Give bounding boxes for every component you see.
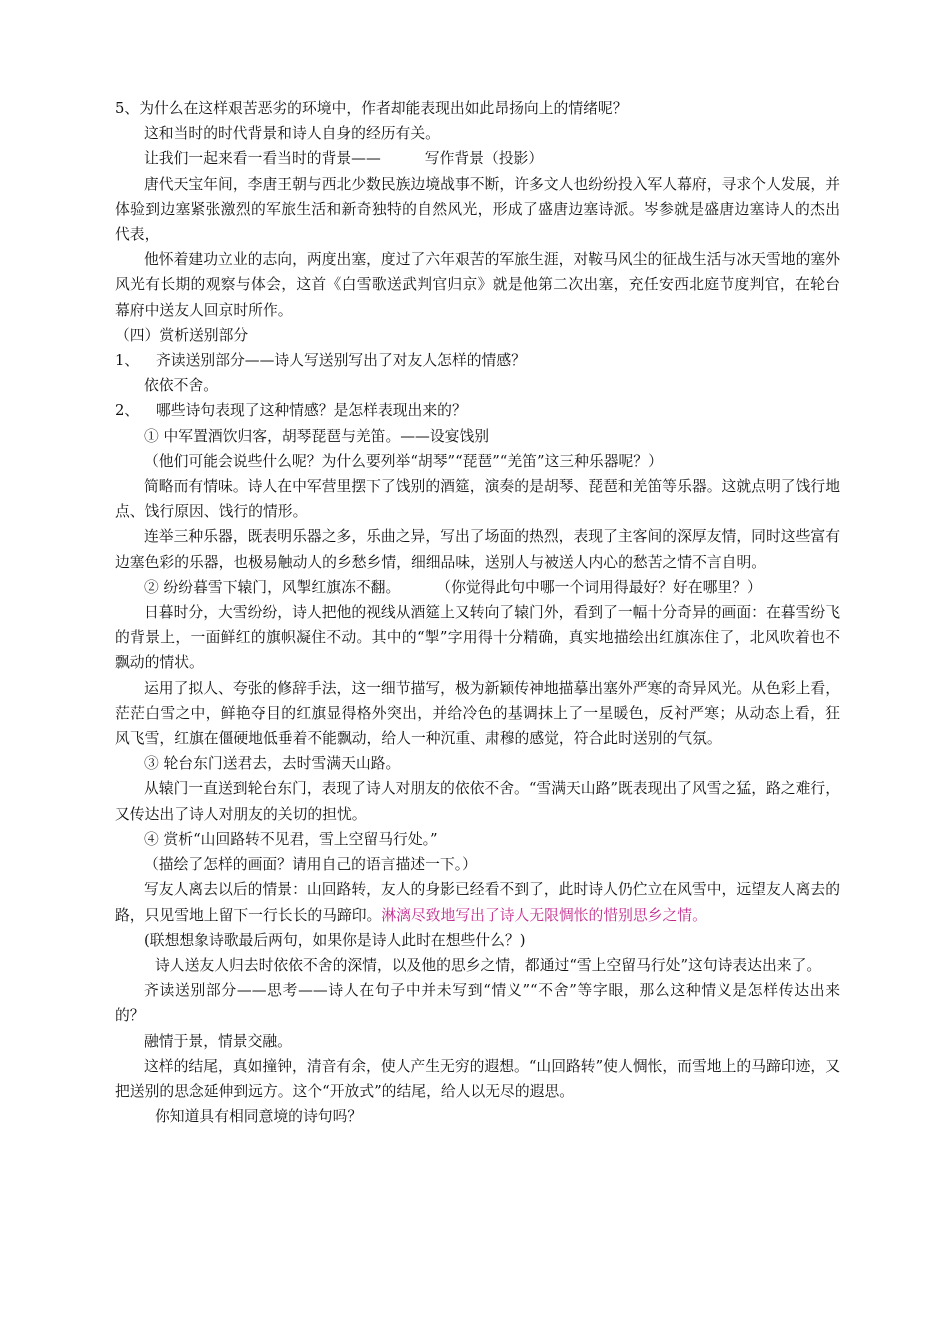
verse-2-question: （你觉得此句中哪一个词用得最好？好在哪里？） — [436, 578, 762, 596]
last-question: 你知道具有相同意境的诗句吗？ — [155, 1108, 363, 1126]
section-heading: （四）赏析送别部分 — [115, 326, 249, 344]
read-question: 齐读送别部分——思考——诗人在句子中并未写到“情义”“不舍”等字眼，那么这种情义是怎样传达出来的？ — [115, 982, 840, 1025]
imagine-answer: 诗人送友人归去时依依不舍的深情，以及他的思乡之情，都通过“雪上空留马行处”这句诗表达出来了。 — [155, 956, 822, 974]
question-5: 5、为什么在这样艰苦恶劣的环境中，作者却能表现出如此昂扬向上的情绪呢？ — [115, 100, 628, 117]
background-label: 写作背景（投影） — [424, 150, 544, 168]
background-intro-text: 让我们一起来看一看当时的背景—— — [144, 150, 381, 168]
verse-3-analysis: 从辕门一直送到轮台东门，表现了诗人对朋友的依依不舍。“雪满天山路”既表现出了风雪之猛，路之难行，又传达出了诗人对朋友的关切的担忧。 — [115, 780, 840, 823]
verse-2-analysis-1: 日暮时分，大雪纷纷，诗人把他的视线从酒筵上又转向了辕门外，看到了一幅十分奇异的画面：在暮雪纷飞的背景上，一面鲜红的旗帜凝住不动。其中的“掣”字用得十分精确，真实地描绘出红旗冻住了，北风吹着也不飘动的情状。 — [115, 604, 840, 672]
background-paragraph-1: 唐代天宝年间，李唐王朝与西北少数民族边境战事不断，许多文人也纷纷投入军人幕府，寻求个人发展，并体验到边塞紧张激烈的军旅生活和新奇独特的自然风光，形成了盛唐边塞诗派。岑参就是盛唐边塞诗人的杰出代表， — [115, 175, 840, 244]
verse-4: ④ 赏析“山回路转不见君，雪上空留马行处。” — [144, 830, 438, 848]
verse-4-question: （描绘了怎样的画面？请用自己的语言描述一下。） — [144, 856, 477, 874]
question-1-number: 1、 — [115, 352, 140, 370]
question-2 — [115, 398, 840, 423]
document-page — [115, 96, 840, 1129]
question-2-number: 2、 — [115, 402, 140, 420]
answer-5: 这和当时的时代背景和诗人自身的经历有关。 — [144, 125, 440, 143]
question-1-text: 齐读送别部分——诗人写送别写出了对友人怎样的情感？ — [156, 352, 526, 370]
read-answer: 融情于景，情景交融。 — [144, 1032, 292, 1050]
question-2-text: 哪些诗句表现了这种情感？是怎样表现出来的？ — [156, 402, 467, 420]
background-paragraph-2: 他怀着建功立业的志向，两度出塞，度过了六年艰苦的军旅生涯，对鞍马风尘的征战生活与冰天雪地的塞外风光有长期的观察与体会，这首《白雪歌送武判官归京》就是他第二次出塞，充任安西北庭节度判官，在轮台幕府中送友人回京时所作。 — [115, 251, 840, 319]
verse-1-analysis-1: 简略而有情味。诗人在中军营里摆下了饯别的酒筵，演奏的是胡琴、琵琶和羌笛等乐器。这就点明了饯行地点、饯行原因、饯行的情形。 — [115, 478, 840, 521]
verse-4-analysis — [115, 877, 840, 927]
verse-4-highlight: 淋漓尽致地写出了诗人无限惆怅的惜别思乡之情。 — [381, 906, 707, 924]
answer-1: 依依不舍。 — [144, 377, 218, 395]
verse-2-analysis-2: 运用了拟人、夸张的修辞手法，这一细节描写，极为新颖传神地描摹出塞外严寒的奇异风光。从色彩上看，茫茫白雪之中，鲜艳夺目的红旗显得格外突出，并给冷色的基调抹上了一星暖色，反衬严寒；从动态上看，狂风飞雪，红旗在僵硬地低垂着不能飘动，给人一种沉重、肃穆的感觉，符合此时送别的气氛。 — [115, 679, 840, 748]
verse-3: ③ 轮台东门送君去，去时雪满天山路。 — [144, 755, 401, 773]
background-intro — [115, 146, 840, 171]
imagine-question: (联想想象诗歌最后两句，如果你是诗人此时在想些什么？) — [144, 931, 526, 949]
ending-analysis: 这样的结尾，真如撞钟，清音有余，使人产生无穷的遐想。“山回路转”使人惆怅，而雪地上的马蹄印迹，又把送别的思念延伸到远方。这个“开放式”的结尾，给人以无尽的遐思。 — [115, 1057, 840, 1100]
verse-2 — [115, 575, 840, 600]
verse-1-analysis-2: 连举三种乐器，既表明乐器之多，乐曲之异，写出了场面的热烈，表现了主客间的深厚友情，同时这些富有边塞色彩的乐器，也极易触动人的乡愁乡情，细细品味，送别人与被送人内心的愁苦之情不言自明。 — [115, 528, 840, 571]
question-1 — [115, 348, 840, 373]
verse-1-question: （他们可能会说些什么呢？为什么要列举“胡琴”“琵琶”“羌笛”这三种乐器呢？） — [144, 452, 663, 470]
verse-4-analysis-text: 写友人离去以后的情景：山回路转，友人的身影已经看不到了，此时诗人仍伫立在风雪中，远望友人离去的路，只见雪地上留下一行长长的马蹄印。 — [115, 881, 840, 924]
verse-1: ① 中军置酒饮归客，胡琴琵琶与羌笛。——设宴饯别 — [144, 427, 490, 445]
verse-2-text: ② 纷纷暮雪下辕门，风掣红旗冻不翻。 — [144, 578, 401, 596]
